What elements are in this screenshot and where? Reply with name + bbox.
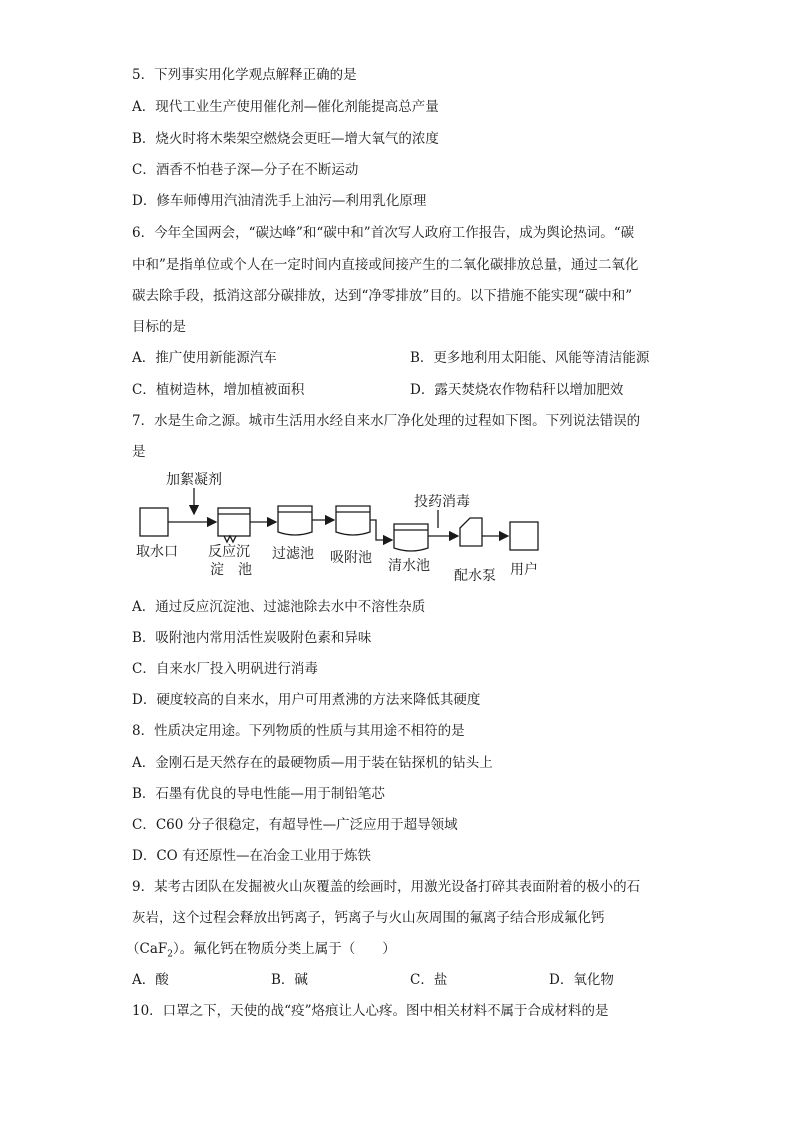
q6-stem-line-4: 目标的是: [132, 319, 186, 335]
q6-option-c: C．植树造林，增加植被面积: [132, 382, 305, 398]
user-box: [510, 522, 538, 550]
q7-stem-line-2: 是: [132, 444, 146, 460]
q5-option-d: D．修车师傅用汽油清洗手上油污—利用乳化原理: [132, 193, 427, 209]
label-reaction-1: 反应沉: [208, 544, 250, 560]
q9-stem-line-3: [126, 940, 396, 964]
pump-shape: [460, 518, 482, 546]
intake-box: [140, 508, 168, 536]
q9-stem-line-1: 9．某考古团队在发掘被火山灰覆盖的绘画时，用激光设备打碎其表面附着的极小的石: [132, 879, 641, 895]
q9-formula-sub: 2: [167, 949, 173, 960]
label-filter: 过滤池: [272, 546, 314, 562]
label-adsorb: 吸附池: [330, 550, 372, 566]
q7-stem-line-1: 7．水是生命之源。城市生活用水经自来水厂净化处理的过程如下图。下列说法错误的: [132, 413, 641, 429]
q8-option-c: C．C60 分子很稳定，有超导性—广泛应用于超导领域: [132, 817, 458, 833]
q7-option-a: A．通过反应沉淀池、过滤池除去水中不溶性杂质: [132, 599, 426, 615]
q9-option-a: A．酸: [132, 972, 169, 988]
label-intake: 取水口: [136, 544, 178, 560]
q7-option-b: B．吸附池内常用活性炭吸附色素和异味: [132, 630, 372, 646]
label-disinfect: 投药消毒: [414, 494, 470, 510]
q8-option-b: B．石墨有优良的导电性能—用于制铅笔芯: [132, 786, 385, 802]
q5-stem: 5．下列事实用化学观点解释正确的是: [132, 67, 357, 83]
q5-option-b: B．烧火时将木柴架空燃烧会更旺—增大氧气的浓度: [132, 131, 439, 147]
reaction-tank: [218, 508, 250, 536]
q5-option-a: A．现代工业生产使用催化剂—催化剂能提高总产量: [132, 99, 439, 115]
q6-option-b: B．更多地利用太阳能、风能等清洁能源: [410, 350, 650, 366]
adsorb-tank: [336, 506, 370, 535]
q7-option-c: C．自来水厂投入明矾进行消毒: [132, 661, 318, 677]
label-pump: 配水泵: [454, 568, 496, 584]
clear-water-tank: [394, 524, 428, 551]
q8-option-d: D．CO 有还原性—在冶金工业用于炼铁: [132, 848, 372, 864]
q8-stem: 8．性质决定用途。下列物质的性质与其用途不相符的是: [132, 723, 465, 739]
label-user: 用户: [510, 562, 538, 578]
label-clear: 清水池: [388, 558, 430, 574]
q8-option-a: A．金刚石是天然存在的最硬物质—用于装在钻探机的钻头上: [132, 755, 493, 771]
q6-option-a: A．推广使用新能源汽车: [132, 350, 277, 366]
q9-option-d: D．氧化物: [549, 972, 614, 988]
q9-stem-line-2: 灰岩，这个过程会释放出钙离子，钙离子与火山灰周围的氟离子结合形成氟化钙: [132, 910, 605, 926]
filter-tank: [278, 506, 312, 535]
label-reaction-2: 淀 池: [210, 562, 252, 578]
q6-option-d: D．露天焚烧农作物秸秆以增加肥效: [410, 382, 624, 398]
q6-stem-line-3: 碳去除手段，抵消这部分碳排放，达到“净零排放”目的。以下措施不能实现“碳中和”: [132, 288, 633, 304]
q10-stem: 10．口罩之下，天使的战“疫”烙痕让人心疼。图中相关材料不属于合成材料的是: [132, 1003, 609, 1019]
q9-option-b: B．碱: [271, 972, 308, 988]
q9-formula-post: ）。氟化钙在物质分类上属于（ ）: [172, 941, 396, 957]
q9-formula-pre: （CaF: [126, 941, 168, 957]
q6-stem-line-2: 中和”是指单位或个人在一定时间内直接或间接产生的二氧化碳排放总量，通过二氧化: [132, 257, 639, 273]
q6-stem-line-1: 6．今年全国两会，“碳达峰”和“碳中和”首次写人政府工作报告，成为舆论热词。“碳: [132, 225, 635, 241]
label-coagulant: 加絮凝剂: [166, 472, 222, 488]
q9-option-c: C．盐: [410, 972, 448, 988]
q5-option-c: C．酒香不怕巷子深—分子在不断运动: [132, 162, 359, 178]
water-treatment-diagram: [136, 470, 556, 590]
q7-option-d: D．硬度较高的自来水，用户可用煮沸的方法来降低其硬度: [132, 692, 481, 708]
